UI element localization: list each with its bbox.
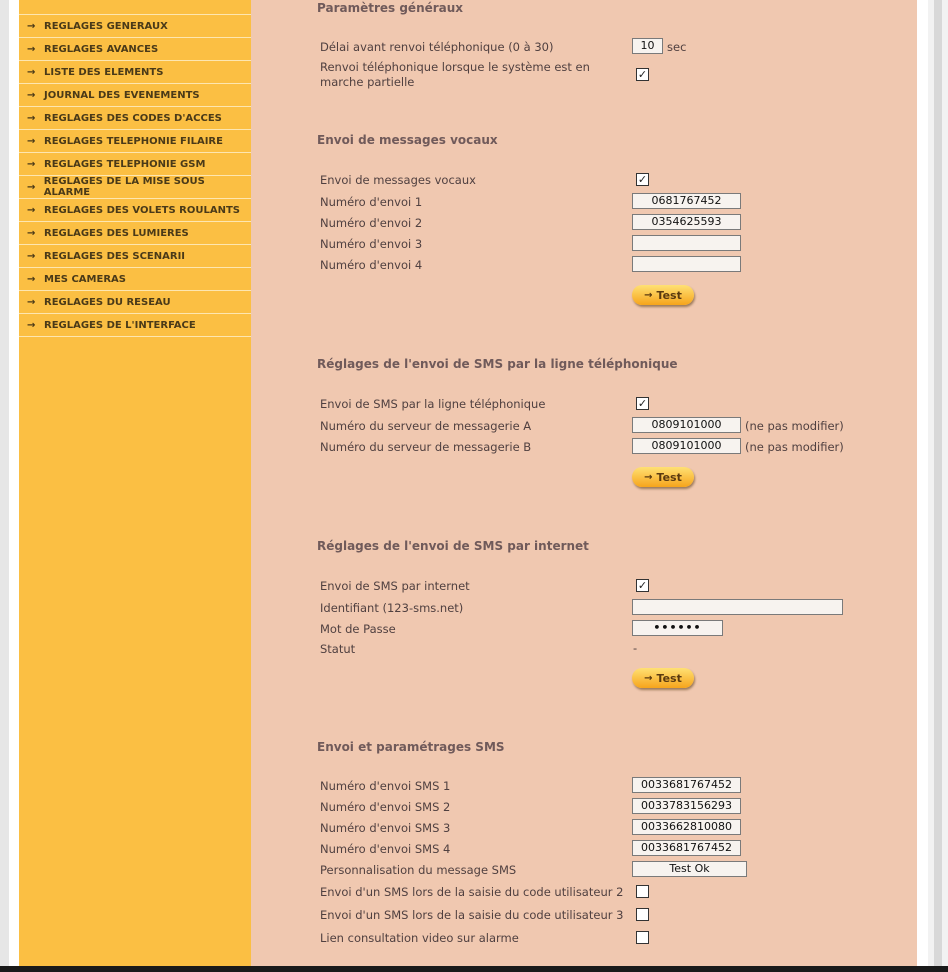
scrollbar-track[interactable] [934, 0, 942, 966]
arrow-right-icon: → [27, 250, 36, 262]
sidebar-item-mes-cameras[interactable] [19, 268, 251, 291]
settings-content [251, 0, 917, 966]
sidebar-item-codes-acces[interactable] [19, 107, 251, 130]
sms-internet-enable-checkbox[interactable]: ✓ [637, 579, 648, 592]
section-title-voice: Envoi de messages vocaux [317, 133, 498, 147]
sms-number-1-label: Numéro d'envoi SMS 1 [320, 779, 451, 793]
sidebar-item-label: REGLAGES DE LA MISE SOUS ALARME [43, 176, 205, 198]
password-label: Mot de Passe [320, 622, 396, 636]
user-code-3-sms-label: Envoi d'un SMS lors de la saisie du code utilisateur 3 [320, 908, 624, 922]
sidebar-item-label: REGLAGES DU RESEAU [44, 296, 171, 308]
sidebar-item-label: REGLAGES DE L'INTERFACE [44, 319, 196, 331]
video-link-checkbox[interactable] [636, 931, 649, 944]
voice-number-4-label: Numéro d'envoi 4 [320, 258, 423, 272]
partial-forward-label-line2: marche partielle [320, 75, 415, 89]
sidebar-item-journal-evenements[interactable] [19, 84, 251, 107]
sms-line-enable-checkbox[interactable]: ✓ [637, 397, 648, 410]
server-b-label: Numéro du serveur de messagerie B [320, 440, 532, 454]
sms-number-3-input[interactable] [632, 819, 741, 835]
arrow-right-icon: → [27, 319, 36, 331]
sidebar-item-label: REGLAGES AVANCES [44, 43, 159, 55]
sms-number-4-label: Numéro d'envoi SMS 4 [320, 842, 451, 856]
sidebar-item-mise-sous-alarme[interactable] [19, 176, 251, 199]
arrow-right-icon: → [27, 181, 36, 193]
voice-enable-label: Envoi de messages vocaux [320, 173, 476, 187]
arrow-right-icon: → [27, 66, 36, 78]
sidebar-item-telephonie-filaire[interactable] [19, 130, 251, 153]
sidebar-item-label: REGLAGES TELEPHONIE FILAIRE [44, 135, 223, 147]
voice-number-1-label: Numéro d'envoi 1 [320, 195, 423, 209]
partial-forward-label-line1: Renvoi téléphonique lorsque le système est en [320, 60, 590, 74]
sidebar-item-label: LISTE DES ELEMENTS [44, 66, 164, 78]
sidebar-item-label: REGLAGES DES VOLETS ROULANTS [44, 204, 240, 216]
sms-line-test-button[interactable] [632, 467, 694, 487]
delay-unit: sec [667, 40, 687, 54]
voice-number-4-input[interactable] [632, 256, 741, 272]
section-title-general: Paramètres généraux [317, 1, 464, 15]
user-code-2-sms-checkbox[interactable] [636, 885, 649, 898]
custom-message-label: Personnalisation du message SMS [320, 863, 517, 877]
voice-number-2-label: Numéro d'envoi 2 [320, 216, 423, 230]
identifier-input[interactable] [632, 599, 843, 615]
arrow-right-icon: → [27, 135, 36, 147]
voice-enable-checkbox[interactable]: ✓ [637, 173, 648, 186]
sms-line-enable-label: Envoi de SMS par la ligne téléphonique [320, 397, 546, 411]
right-scroll-strip [928, 0, 948, 966]
arrow-right-icon: → [27, 43, 36, 55]
arrow-right-icon: → [644, 471, 653, 483]
sidebar-item-reseau[interactable] [19, 291, 251, 314]
arrow-right-icon: → [27, 204, 36, 216]
sidebar-item-label: REGLAGES GENERAUX [44, 20, 168, 32]
sidebar-item-label: MES CAMERAS [44, 273, 126, 285]
server-b-input[interactable] [632, 438, 741, 454]
arrow-right-icon: → [644, 672, 653, 684]
server-a-note: (ne pas modifier) [745, 419, 844, 433]
sidebar-item-interface[interactable] [19, 314, 251, 337]
arrow-right-icon: → [27, 20, 36, 32]
custom-message-input[interactable] [632, 861, 747, 877]
sms-internet-test-label: Test [656, 671, 682, 685]
user-code-2-sms-label: Envoi d'un SMS lors de la saisie du code utilisateur 2 [320, 885, 624, 899]
voice-number-3-input[interactable] [632, 235, 741, 251]
sidebar-item-scenarii[interactable] [19, 245, 251, 268]
arrow-right-icon: → [27, 112, 36, 124]
delay-label: Délai avant renvoi téléphonique (0 à 30) [320, 40, 554, 54]
voice-number-3-label: Numéro d'envoi 3 [320, 237, 423, 251]
bottom-bar [0, 966, 948, 972]
sms-number-4-input[interactable] [632, 840, 741, 856]
arrow-right-icon: → [27, 158, 36, 170]
user-code-3-sms-checkbox[interactable] [636, 908, 649, 921]
sms-number-1-input[interactable] [632, 777, 741, 793]
sidebar-item-label: REGLAGES TELEPHONIE GSM [44, 158, 206, 170]
sms-internet-enable-label: Envoi de SMS par internet [320, 579, 470, 593]
arrow-right-icon: → [27, 296, 36, 308]
partial-forward-checkbox[interactable]: ✓ [637, 68, 648, 81]
sidebar-item-label: REGLAGES DES CODES D'ACCES [44, 112, 222, 124]
sidebar-item-reglages-generaux[interactable] [19, 15, 251, 38]
sidebar-item-reglages-avances[interactable] [19, 38, 251, 61]
voice-test-button[interactable] [632, 285, 694, 305]
voice-number-2-input[interactable] [632, 214, 741, 230]
sidebar-item-liste-elements[interactable] [19, 61, 251, 84]
section-title-sms-internet: Réglages de l'envoi de SMS par internet [317, 539, 589, 553]
password-input[interactable]: •••••• [632, 620, 723, 636]
section-title-sms-line: Réglages de l'envoi de SMS par la ligne téléphonique [317, 357, 678, 371]
sidebar-item-label: JOURNAL DES EVENEMENTS [44, 89, 200, 101]
arrow-right-icon: → [27, 227, 36, 239]
video-link-label: Lien consultation video sur alarme [320, 931, 519, 945]
sidebar-item-volets-roulants[interactable] [19, 199, 251, 222]
sidebar-item-telephonie-gsm[interactable] [19, 153, 251, 176]
server-a-label: Numéro du serveur de messagerie A [320, 419, 532, 433]
sidebar-item-label: REGLAGES DES SCENARII [44, 250, 186, 262]
sms-number-2-label: Numéro d'envoi SMS 2 [320, 800, 451, 814]
delay-input[interactable] [632, 38, 663, 54]
server-a-input[interactable] [632, 417, 741, 433]
voice-number-1-input[interactable] [632, 193, 741, 209]
sms-internet-test-button[interactable] [632, 668, 694, 688]
sms-line-test-label: Test [656, 470, 682, 484]
sidebar-menu [19, 0, 251, 966]
sms-number-3-label: Numéro d'envoi SMS 3 [320, 821, 451, 835]
arrow-right-icon: → [27, 89, 36, 101]
sidebar-item-lumieres[interactable] [19, 222, 251, 245]
arrow-right-icon: → [27, 273, 36, 285]
status-label: Statut [320, 642, 356, 656]
sms-number-2-input[interactable] [632, 798, 741, 814]
identifier-label: Identifiant (123-sms.net) [320, 601, 464, 615]
server-b-note: (ne pas modifier) [745, 440, 844, 454]
section-title-sms-settings: Envoi et paramétrages SMS [317, 740, 505, 754]
sidebar-item-label: REGLAGES DES LUMIERES [44, 227, 189, 239]
status-value: - [633, 641, 638, 655]
sidebar-top-cap [19, 0, 251, 15]
arrow-right-icon: → [644, 289, 653, 301]
voice-test-label: Test [656, 288, 682, 302]
